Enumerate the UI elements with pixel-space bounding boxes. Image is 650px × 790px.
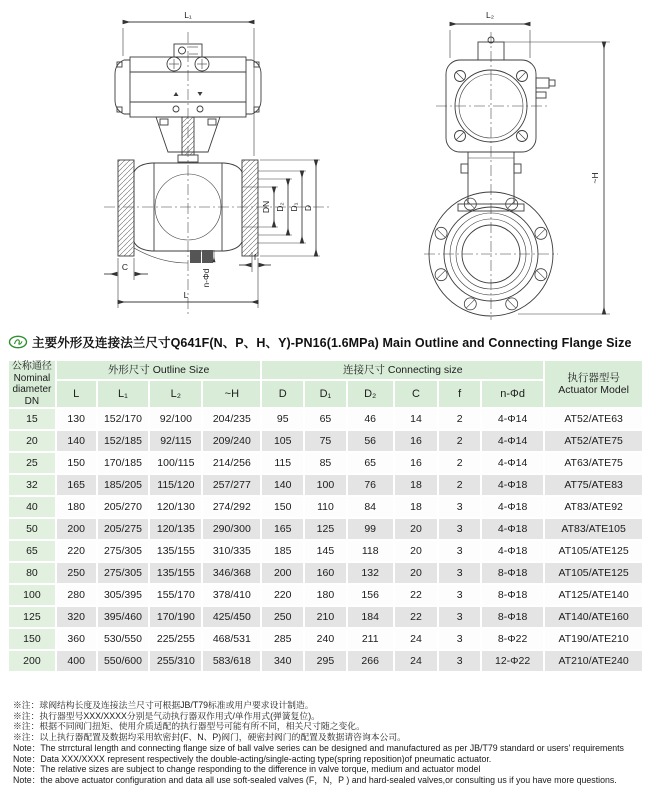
col-header: D₂ bbox=[348, 381, 393, 407]
col-header: D₁ bbox=[305, 381, 346, 407]
cell: 22 bbox=[395, 607, 438, 627]
side-view-drawing bbox=[398, 2, 638, 322]
cell: 18 bbox=[395, 475, 438, 495]
col-header: f bbox=[439, 381, 480, 407]
cell: 2 bbox=[439, 453, 480, 473]
cell: 550/600 bbox=[98, 651, 149, 671]
cell: AT52/ATE75 bbox=[545, 431, 642, 451]
col-header-dn-line: 公称通径 bbox=[11, 361, 52, 372]
cell: 8-Φ18 bbox=[482, 563, 543, 583]
col-header: n-Φd bbox=[482, 381, 543, 407]
group-header-outline: 外形尺寸 Outline Size bbox=[57, 361, 261, 379]
cell: 205/275 bbox=[98, 519, 149, 539]
cell: 468/531 bbox=[203, 629, 260, 649]
col-header-dn-line: diameter bbox=[12, 384, 52, 395]
cell: AT105/ATE125 bbox=[545, 541, 642, 561]
cell: 85 bbox=[305, 453, 346, 473]
cell: AT75/ATE83 bbox=[545, 475, 642, 495]
cell: 65 bbox=[305, 409, 346, 429]
cell: 140 bbox=[262, 475, 303, 495]
dim-d2-label: D₂ bbox=[275, 202, 285, 212]
cell: 3 bbox=[439, 541, 480, 561]
cell: 4-Φ18 bbox=[482, 475, 543, 495]
cell: 205/270 bbox=[98, 497, 149, 517]
table-row bbox=[9, 431, 642, 451]
cell: 135/155 bbox=[150, 541, 201, 561]
dim-d-label: D bbox=[303, 204, 313, 212]
col-header-actuator-line: 执行器型号 bbox=[567, 372, 620, 384]
note-line: ※注：以上执行器配置及数据均采用软密封(F、N、P)阀门，硬密封阀门的配置及数据请咨询本公司。 bbox=[13, 732, 406, 743]
cell: AT190/ATE210 bbox=[545, 629, 642, 649]
cell: 285 bbox=[262, 629, 303, 649]
cell: AT52/ATE63 bbox=[545, 409, 642, 429]
cell: 76 bbox=[348, 475, 393, 495]
note-line: Note：Data XXX/XXXX represent respectively the double-acting/single-acting type(spring reposition)of pneumatic actuator. bbox=[13, 753, 492, 764]
cell: 395/460 bbox=[98, 607, 149, 627]
cell: 20 bbox=[395, 563, 438, 583]
cell: 211 bbox=[348, 629, 393, 649]
cell: 65 bbox=[348, 453, 393, 473]
cell: 204/235 bbox=[203, 409, 260, 429]
cell: 378/410 bbox=[203, 585, 260, 605]
cell: 295 bbox=[305, 651, 346, 671]
cell: 155/170 bbox=[150, 585, 201, 605]
cell: 115/120 bbox=[150, 475, 201, 495]
cell: 425/450 bbox=[203, 607, 260, 627]
brand-logo-icon bbox=[8, 335, 28, 349]
note-line: ※注：球阀结构长度及连接法兰尺寸可根据JB/T79标准或用户要求设计制造。 bbox=[13, 700, 314, 710]
cell-dn: 150 bbox=[9, 629, 55, 649]
cell: 16 bbox=[395, 453, 438, 473]
cell: 150 bbox=[57, 453, 96, 473]
cell: 105 bbox=[262, 431, 303, 451]
group-header-row bbox=[9, 361, 642, 379]
cell: 145 bbox=[305, 541, 346, 561]
cell: 132 bbox=[348, 563, 393, 583]
cell: 12-Φ22 bbox=[482, 651, 543, 671]
cell: 185 bbox=[262, 541, 303, 561]
cell: 305/395 bbox=[98, 585, 149, 605]
cell: AT140/ATE160 bbox=[545, 607, 642, 627]
table-row bbox=[9, 453, 642, 473]
dim-nd-label: n-Φd bbox=[201, 268, 211, 288]
cell: 135/155 bbox=[150, 563, 201, 583]
cell: 3 bbox=[439, 585, 480, 605]
cell: 24 bbox=[395, 629, 438, 649]
cell: 3 bbox=[439, 519, 480, 539]
cell: 2 bbox=[439, 409, 480, 429]
cell: 84 bbox=[348, 497, 393, 517]
cell: 99 bbox=[348, 519, 393, 539]
cell: 2 bbox=[439, 475, 480, 495]
col-header: C bbox=[395, 381, 438, 407]
cell: 530/550 bbox=[98, 629, 149, 649]
cell: 165 bbox=[57, 475, 96, 495]
cell: 220 bbox=[57, 541, 96, 561]
notes bbox=[13, 700, 645, 786]
cell: 3 bbox=[439, 563, 480, 583]
cell: 46 bbox=[348, 409, 393, 429]
cell: AT210/ATE240 bbox=[545, 651, 642, 671]
cell-dn: 100 bbox=[9, 585, 55, 605]
cell: 92/100 bbox=[150, 409, 201, 429]
cell: 20 bbox=[395, 541, 438, 561]
cell: 120/135 bbox=[150, 519, 201, 539]
table-row bbox=[9, 519, 642, 539]
cell: 266 bbox=[348, 651, 393, 671]
cell: 200 bbox=[262, 563, 303, 583]
table-row bbox=[9, 585, 642, 605]
cell: 165 bbox=[262, 519, 303, 539]
table-row bbox=[9, 541, 642, 561]
cell: 75 bbox=[305, 431, 346, 451]
col-header: ~H bbox=[203, 381, 260, 407]
spec-table-body bbox=[9, 409, 642, 671]
cell: 4-Φ14 bbox=[482, 409, 543, 429]
cell: 255/310 bbox=[150, 651, 201, 671]
col-header: L bbox=[57, 381, 96, 407]
table-row bbox=[9, 497, 642, 517]
dim-dn-label: DN bbox=[261, 200, 271, 214]
cell-dn: 40 bbox=[9, 497, 55, 517]
cell-dn: 50 bbox=[9, 519, 55, 539]
dim-h-label: ~H bbox=[590, 172, 600, 184]
col-header: L₁ bbox=[98, 381, 149, 407]
cell: 16 bbox=[395, 431, 438, 451]
cell: 4-Φ18 bbox=[482, 541, 543, 561]
cell: 130 bbox=[57, 409, 96, 429]
cell: 125 bbox=[305, 519, 346, 539]
cell: AT125/ATE140 bbox=[545, 585, 642, 605]
cell: 185/205 bbox=[98, 475, 149, 495]
dim-c-label: C bbox=[121, 262, 129, 272]
dim-d1-label: D₁ bbox=[289, 202, 299, 212]
cell: 3 bbox=[439, 629, 480, 649]
cell: 3 bbox=[439, 651, 480, 671]
section-title: 主要外形及连接法兰尺寸Q641F(N、P、H、Y)-PN16(1.6MPa) Main Outline and Connecting Flange Size bbox=[32, 336, 632, 350]
cell: 24 bbox=[395, 651, 438, 671]
cell: 290/300 bbox=[203, 519, 260, 539]
cell: 110 bbox=[305, 497, 346, 517]
group-header-connecting: 连接尺寸 Connecting size bbox=[262, 361, 543, 379]
cell: 120/130 bbox=[150, 497, 201, 517]
cell: 360 bbox=[57, 629, 96, 649]
cell: 180 bbox=[305, 585, 346, 605]
dim-l2-label: L₂ bbox=[485, 10, 495, 20]
note-line: Note：The strrctural length and connecting flange size of ball valve series can be designed and manufactured as per JB/T79 standard or users' requirements bbox=[13, 742, 624, 753]
dim-f-label: f bbox=[253, 252, 257, 262]
cell: 152/185 bbox=[98, 431, 149, 451]
dim-l1-label: L₁ bbox=[184, 10, 192, 20]
front-view-drawing bbox=[78, 2, 398, 322]
cell: 8-Φ18 bbox=[482, 607, 543, 627]
table-row bbox=[9, 409, 642, 429]
cell-dn: 20 bbox=[9, 431, 55, 451]
cell: 2 bbox=[439, 431, 480, 451]
table-row bbox=[9, 651, 642, 671]
note-line: Note：The relative sizes are subject to change responding to the difference in valve torque, medium and actuator model bbox=[13, 764, 481, 775]
cell: 22 bbox=[395, 585, 438, 605]
cell: 4-Φ18 bbox=[482, 519, 543, 539]
cell: 240 bbox=[305, 629, 346, 649]
cell: 160 bbox=[305, 563, 346, 583]
cell: 280 bbox=[57, 585, 96, 605]
cell: AT83/ATE92 bbox=[545, 497, 642, 517]
cell: AT63/ATE75 bbox=[545, 453, 642, 473]
cell: 275/305 bbox=[98, 563, 149, 583]
cell: 8-Φ22 bbox=[482, 629, 543, 649]
cell-dn: 32 bbox=[9, 475, 55, 495]
cell: 209/240 bbox=[203, 431, 260, 451]
col-header-dn bbox=[9, 361, 55, 407]
cell: 170/185 bbox=[98, 453, 149, 473]
cell-dn: 200 bbox=[9, 651, 55, 671]
cell: 214/256 bbox=[203, 453, 260, 473]
cell: 14 bbox=[395, 409, 438, 429]
cell: 310/335 bbox=[203, 541, 260, 561]
table-row bbox=[9, 475, 642, 495]
cell-dn: 125 bbox=[9, 607, 55, 627]
cell: 56 bbox=[348, 431, 393, 451]
cell: 4-Φ14 bbox=[482, 453, 543, 473]
cell: 18 bbox=[395, 497, 438, 517]
cell: 274/292 bbox=[203, 497, 260, 517]
cell: 583/618 bbox=[203, 651, 260, 671]
cell: 200 bbox=[57, 519, 96, 539]
cell: 3 bbox=[439, 607, 480, 627]
cell: 100 bbox=[305, 475, 346, 495]
cell-dn: 80 bbox=[9, 563, 55, 583]
col-header-actuator-line: Actuator Model bbox=[558, 384, 629, 396]
section-title-bar bbox=[8, 333, 648, 351]
cell: 8-Φ18 bbox=[482, 585, 543, 605]
cell-dn: 15 bbox=[9, 409, 55, 429]
cell: 150 bbox=[262, 497, 303, 517]
cell: 100/115 bbox=[150, 453, 201, 473]
cell-dn: 65 bbox=[9, 541, 55, 561]
col-header-dn-line: Nominal bbox=[13, 372, 51, 384]
cell: 115 bbox=[262, 453, 303, 473]
col-header: L₂ bbox=[150, 381, 201, 407]
cell: 184 bbox=[348, 607, 393, 627]
cell: 220 bbox=[262, 585, 303, 605]
cell: 170/190 bbox=[150, 607, 201, 627]
cell: 210 bbox=[305, 607, 346, 627]
cell: 320 bbox=[57, 607, 96, 627]
cell: 275/305 bbox=[98, 541, 149, 561]
cell: 225/255 bbox=[150, 629, 201, 649]
cell: 140 bbox=[57, 431, 96, 451]
cell: 4-Φ14 bbox=[482, 431, 543, 451]
col-header-actuator bbox=[545, 361, 642, 407]
cell: 3 bbox=[439, 497, 480, 517]
cell: 340 bbox=[262, 651, 303, 671]
table-row bbox=[9, 629, 642, 649]
col-header: D bbox=[262, 381, 303, 407]
cell: 250 bbox=[262, 607, 303, 627]
cell: 20 bbox=[395, 519, 438, 539]
cell: 180 bbox=[57, 497, 96, 517]
col-header-dn-line: DN bbox=[24, 395, 40, 407]
cell: 92/115 bbox=[150, 431, 201, 451]
cell: 250 bbox=[57, 563, 96, 583]
cell: 152/170 bbox=[98, 409, 149, 429]
table-row bbox=[9, 607, 642, 627]
cell: 346/368 bbox=[203, 563, 260, 583]
cell: 118 bbox=[348, 541, 393, 561]
note-line: ※注：根据不同阀门扭矩、使用介质适配的执行器型号可能有所不同，相关尺寸随之变化。 bbox=[13, 721, 365, 732]
cell: 156 bbox=[348, 585, 393, 605]
note-line: Note：the above actuator configuration and data all use soft-sealed valves (F，N，P ) and hard-sealed valves,or consulting us if you have more questions. bbox=[13, 774, 617, 785]
spec-table bbox=[7, 359, 644, 673]
cell: 95 bbox=[262, 409, 303, 429]
cell: 400 bbox=[57, 651, 96, 671]
dim-l-label: L bbox=[183, 290, 189, 300]
cell: 4-Φ18 bbox=[482, 497, 543, 517]
cell: AT83/ATE105 bbox=[545, 519, 642, 539]
cell: AT105/ATE125 bbox=[545, 563, 642, 583]
cell: 257/277 bbox=[203, 475, 260, 495]
table-row bbox=[9, 563, 642, 583]
note-line: ※注：执行器型号XXX/XXXX分别是气动执行器双作用式/单作用式(弹簧复位)。 bbox=[13, 710, 320, 721]
cell-dn: 25 bbox=[9, 453, 55, 473]
